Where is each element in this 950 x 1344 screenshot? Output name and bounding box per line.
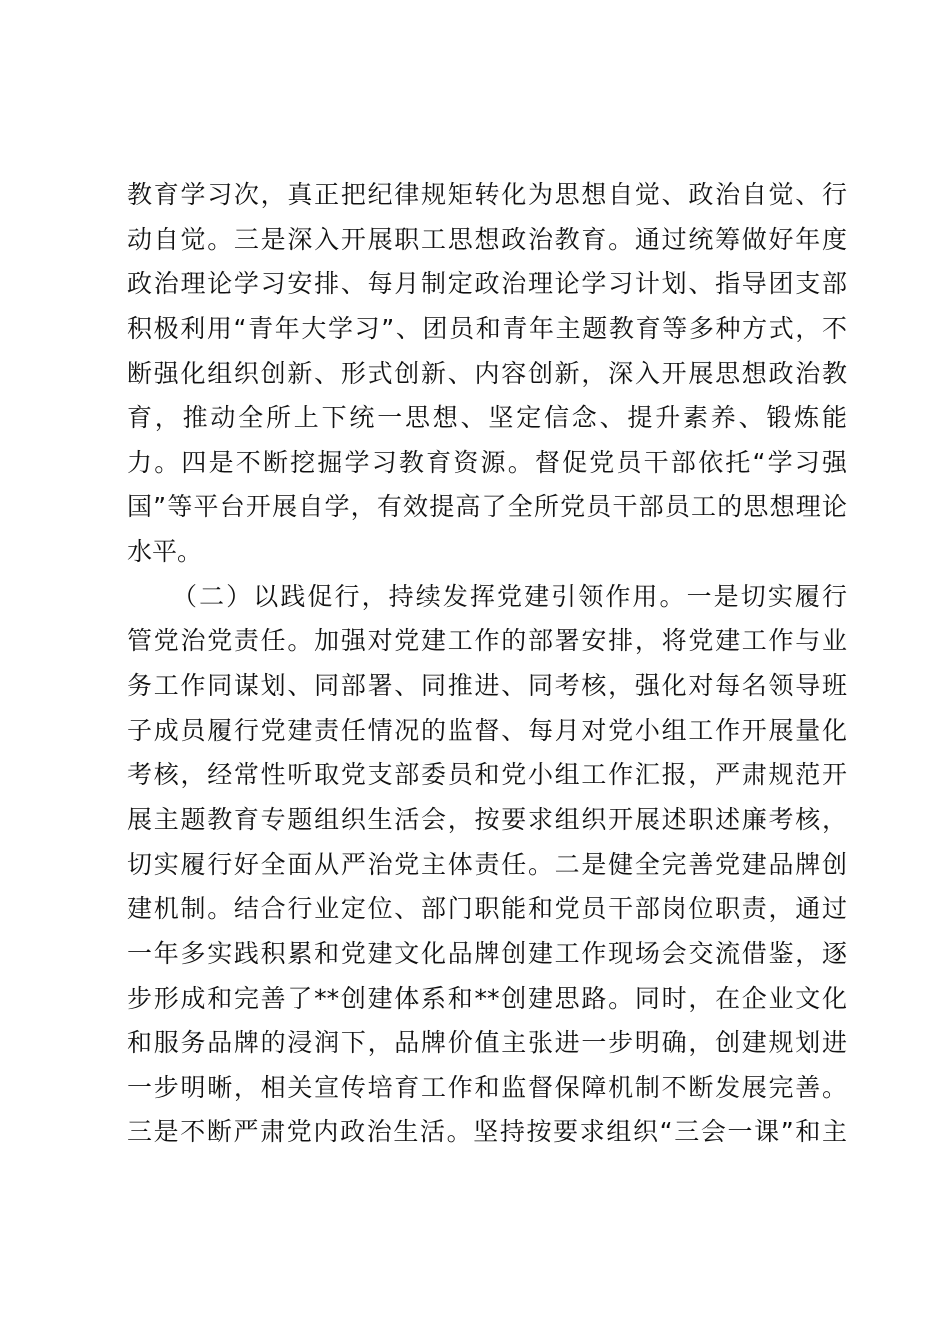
text-line: 和服务品牌的浸润下，品牌价值主张进一步明确，创建规划进	[127, 1028, 847, 1058]
text-line: 务工作同谋划、同部署、同推进、同考核，强化对每名领导班	[127, 671, 847, 701]
text-line: 子成员履行党建责任情况的监督、每月对党小组工作开展量化	[127, 715, 847, 745]
text-line: 展主题教育专题组织生活会，按要求组织开展述职述廉考核，	[127, 804, 847, 834]
text-line: 力。四是不断挖掘学习教育资源。督促党员干部依托“学习强	[127, 447, 847, 477]
text-line: 三是不断严肃党内政治生活。坚持按要求组织“三会一课”和主	[127, 1117, 847, 1147]
text-line: 断强化组织创新、形式创新、内容创新，深入开展思想政治教	[127, 358, 847, 388]
paragraph-1	[127, 173, 847, 575]
text-line: 国”等平台开展自学，有效提高了全所党员干部员工的思想理论	[127, 492, 847, 522]
text-line: 动自觉。三是深入开展职工思想政治教育。通过统筹做好年度	[127, 224, 847, 254]
text-line: 切实履行好全面从严治党主体责任。二是健全完善党建品牌创	[127, 849, 847, 879]
text-line: 水平。	[127, 537, 203, 567]
body-text	[127, 173, 847, 1155]
text-line: （二）以践促行，持续发挥党建引领作用。一是切实履行	[172, 581, 847, 611]
text-line: 政治理论学习安排、每月制定政治理论学习计划、指导团支部	[127, 269, 847, 299]
text-line: 积极利用“青年大学习”、团员和青年主题教育等多种方式，不	[127, 313, 847, 343]
text-line: 一步明晰，相关宣传培育工作和监督保障机制不断发展完善。	[127, 1072, 847, 1102]
text-line: 一年多实践积累和党建文化品牌创建工作现场会交流借鉴，逐	[127, 938, 847, 968]
text-line: 管党治党责任。加强对党建工作的部署安排，将党建工作与业	[127, 626, 847, 656]
text-line: 育，推动全所上下统一思想、坚定信念、提升素养、锻炼能	[127, 403, 847, 433]
text-line: 建机制。结合行业定位、部门职能和党员干部岗位职责，通过	[127, 894, 847, 924]
text-line: 考核，经常性听取党支部委员和党小组工作汇报，严肃规范开	[127, 760, 847, 790]
text-line: 教育学习次，真正把纪律规矩转化为思想自觉、政治自觉、行	[127, 180, 847, 209]
text-line: 步形成和完善了**创建体系和**创建思路。同时，在企业文化	[127, 983, 847, 1013]
paragraph-2	[127, 575, 847, 1155]
